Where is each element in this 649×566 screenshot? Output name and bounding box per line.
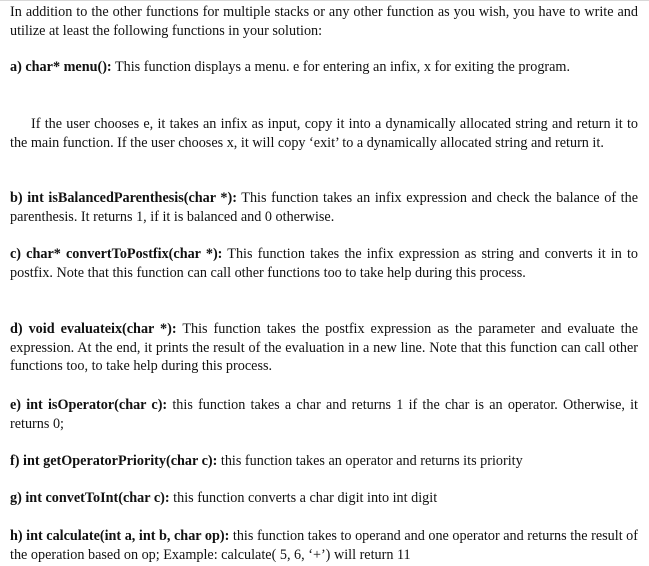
function-converttoint-signature: g) int convetToInt(char c): [10,490,170,506]
function-converttopostfix-signature: c) char* convertToPostfix(char *): [10,246,223,262]
function-calculate-signature: h) int calculate(int a, int b, char op): [10,528,230,544]
function-isoperator-signature: e) int isOperator(char c): [10,397,168,413]
function-converttoint-paragraph [10,489,638,508]
function-isoperator-paragraph [10,396,638,433]
function-calculate-paragraph [10,527,638,564]
function-menu-paragraph [10,58,638,77]
function-converttoint-description: this function converts a char digit into int digit [169,490,438,506]
function-getpriority-signature: f) int getOperatorPriority(char c): [10,453,218,469]
function-evaluate-paragraph [10,320,638,376]
menu-detail-paragraph [10,115,638,152]
function-isbalanced-paragraph [10,189,638,226]
intro-paragraph: In addition to the other functions for multiple stacks or any other function as you wish, you have to write and utilize at least the following functions in your solution: [10,4,638,39]
menu-detail-text: If the user chooses e, it takes an infix as input, copy it into a dynamically allocated string and return it to the main function. If the user chooses x, it will copy ‘exit’ to a dynamically allocated string and return it. [10,116,638,151]
function-isoperator-description: this function takes a char and returns 1 if the char is an operator. Otherwise, it returns 0; [10,397,638,432]
function-isbalanced-signature: b) int isBalancedParenthesis(char *): [10,190,237,206]
function-converttopostfix-paragraph [10,245,638,282]
function-evaluate-signature: d) void evaluateix(char *): [10,321,177,337]
function-menu-signature: a) char* menu(): [10,59,112,75]
function-evaluate-description: This function takes the postfix expression as the parameter and evaluate the expression. At the end, it prints the result of the evaluation in a new line. Note that this function can call other functions too, to take help during this process. [10,321,638,374]
function-getpriority-paragraph [10,452,638,471]
function-getpriority-description: this function takes an operator and returns its priority [217,453,523,469]
function-converttopostfix-description: This function takes the infix expression as string and converts it in to postfix. Note that this function can call other functions too to take help during this process. [10,246,638,281]
function-menu-description: This function displays a menu. e for entering an infix, x for exiting the program. [111,59,571,75]
function-isbalanced-description: This function takes an infix expression and check the balance of the parenthesis. It returns 1, if it is balanced and 0 otherwise. [10,190,638,225]
top-divider [0,0,649,1]
function-calculate-description: this function takes to operand and one operator and returns the result of the operation based on op; Example: calculate( 5, 6, ‘+’) will return 11 [10,528,639,563]
